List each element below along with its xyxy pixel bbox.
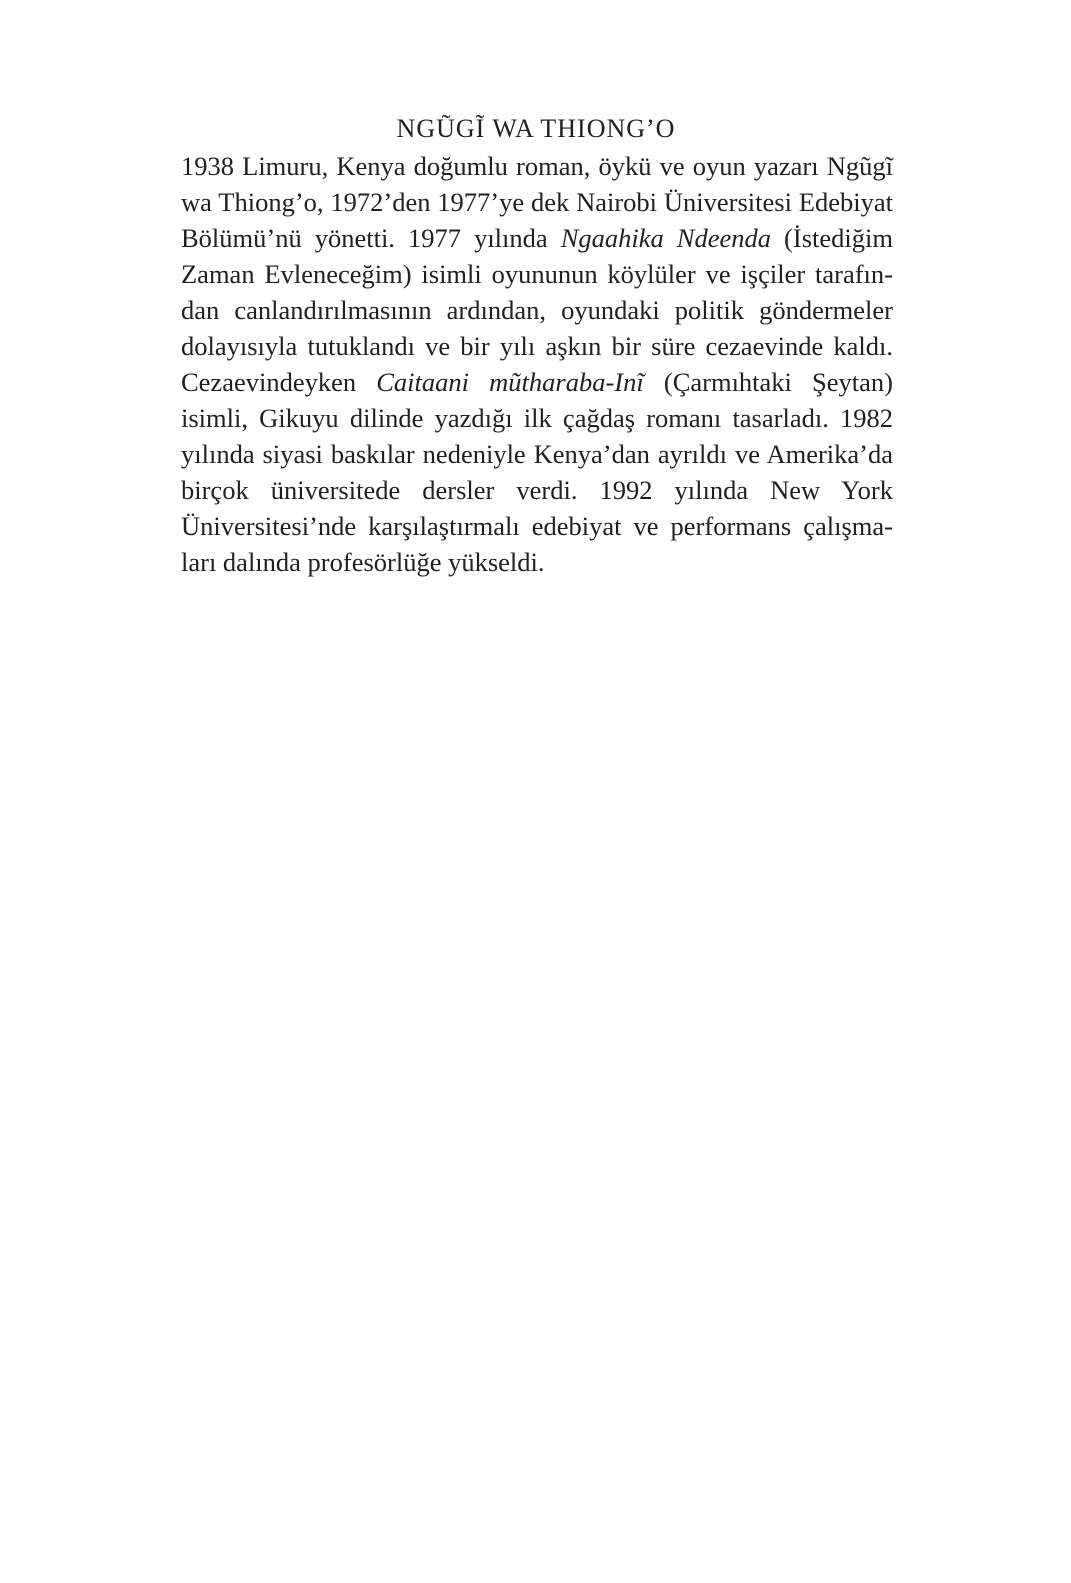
italic-title-text: Ngaahika Ndeenda bbox=[560, 223, 772, 253]
bio-line bbox=[181, 256, 893, 292]
author-biography bbox=[181, 148, 893, 580]
bio-text: dolayısıyla tutuklandı ve bir yılı aşkın bir süre cezaevinde kaldı. bbox=[181, 331, 893, 361]
bio-text: Bölümü’nü yönetti. 1977 yılında bbox=[181, 223, 561, 253]
bio-line bbox=[181, 148, 893, 184]
bio-line bbox=[181, 436, 893, 472]
bio-line bbox=[181, 220, 893, 256]
italic-title-text: Caitaani mũtharaba-Inĩ bbox=[376, 367, 644, 397]
bio-text: yılında siyasi baskılar nedeniyle Kenya’dan ayrıldı ve Amerika’da bbox=[181, 439, 893, 469]
bio-line bbox=[181, 508, 893, 544]
bio-text: ları dalında profesörlüğe yükseldi. bbox=[181, 547, 545, 577]
bio-line bbox=[181, 184, 893, 220]
bio-text: Zaman Evleneceğim) isimli oyununun köylüler ve işçiler tarafın- bbox=[181, 259, 893, 289]
bio-line bbox=[181, 472, 893, 508]
bio-text: (İstediğim bbox=[771, 223, 893, 253]
bio-text: isimli, Gikuyu dilinde yazdığı ilk çağdaş romanı tasarladı. 1982 bbox=[181, 403, 893, 433]
bio-line bbox=[181, 292, 893, 328]
bio-text: birçok üniversitede dersler verdi. 1992 yılında New York bbox=[181, 475, 893, 505]
bio-text: dan canlandırılmasının ardından, oyundaki politik göndermeler bbox=[181, 295, 893, 325]
bio-text: wa Thiong’o, 1972’den 1977’ye dek Nairobi Üniversitesi Edebiyat bbox=[181, 187, 893, 217]
bio-text: 1938 Limuru, Kenya doğumlu roman, öykü ve oyun yazarı Ngũgĩ bbox=[181, 151, 893, 181]
bio-text: Üniversitesi’nde karşılaştırmalı edebiyat ve performans çalışma- bbox=[181, 511, 893, 541]
bio-line bbox=[181, 400, 893, 436]
bio-text: (Çarmıhtaki Şeytan) bbox=[643, 367, 893, 397]
bio-text: Cezaevindeyken bbox=[181, 367, 377, 397]
bio-line bbox=[181, 544, 893, 580]
author-name-heading: NGŨGĨ WA THIONG’O bbox=[396, 114, 676, 143]
bio-line bbox=[181, 364, 893, 400]
bio-line bbox=[181, 328, 893, 364]
